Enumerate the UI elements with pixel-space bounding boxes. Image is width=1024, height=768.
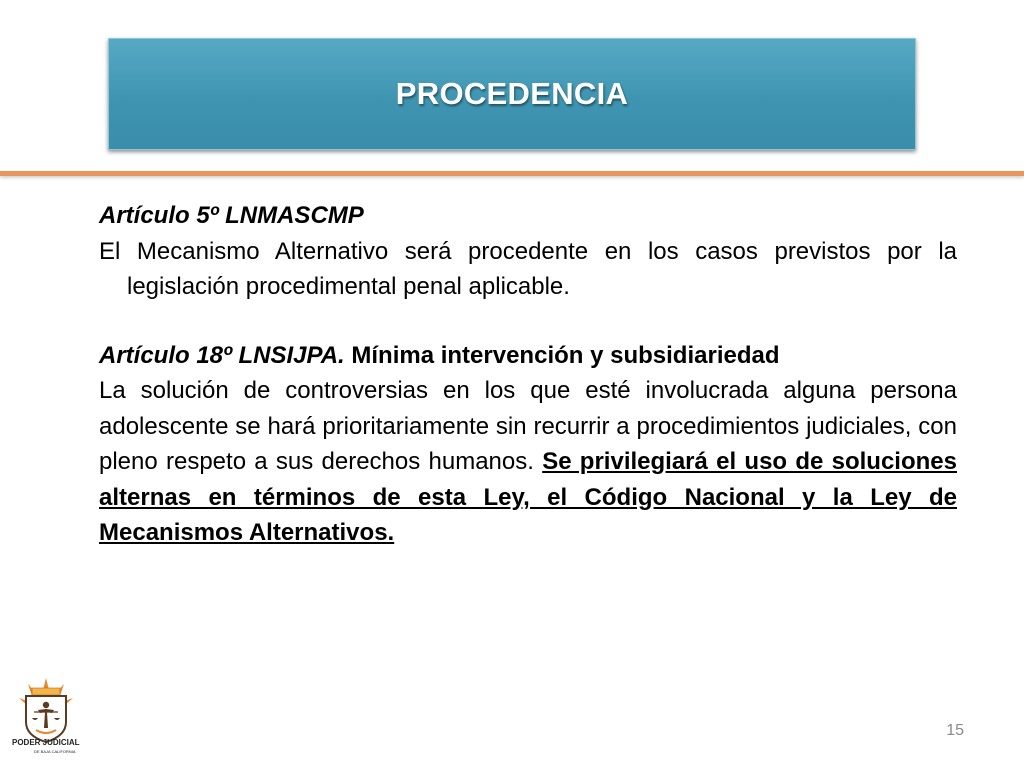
article-18-heading — [99, 338, 957, 374]
logo-subtitle: DE BAJA CALIFORNIA — [34, 749, 76, 754]
logo-caption — [12, 738, 82, 756]
article-18-text-plain: La solución de controversias en los que esté involucrada alguna persona adolescente se hará prioritariamente sin recurrir a procedimientos judiciales, con pleno respeto a sus derechos humanos. — [99, 377, 957, 475]
accent-divider — [0, 171, 1024, 176]
slide-body — [99, 198, 957, 551]
article-18-heading-italic: Artículo 18º LNSIJPA. — [99, 341, 345, 369]
page-number: 15 — [946, 722, 964, 739]
article-18-text — [99, 373, 957, 551]
logo-name: PODER JUDICIAL — [12, 738, 80, 747]
article-5-heading — [99, 198, 957, 234]
title-banner — [108, 38, 916, 150]
article-5-heading-text: Artículo 5º LNMASCMP — [99, 202, 364, 229]
article-5-text: El Mecanismo Alternativo será procedente en los casos previstos por la legislación procedimental penal aplicable. — [99, 237, 957, 300]
article-18-text-emphasis: Se privilegiará el uso de soluciones alternas en términos de esta Ley, el Código Nacional y la Ley de Mecanismos Alternativos. — [99, 448, 957, 546]
article-18-heading-rest: Mínima intervención y subsidiariedad — [344, 341, 780, 369]
slide-title: PROCEDENCIA — [395, 76, 629, 111]
